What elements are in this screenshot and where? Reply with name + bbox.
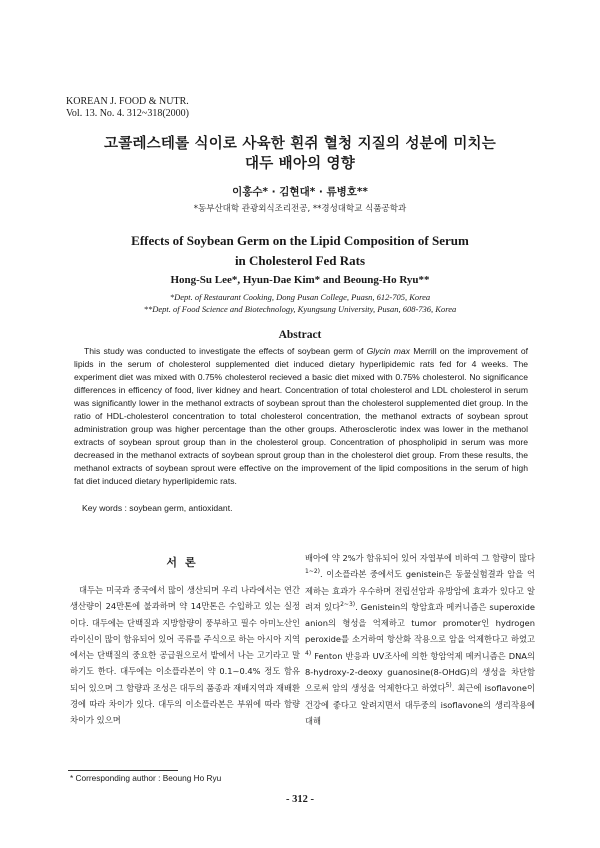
english-title: [40, 231, 560, 271]
intro-text-e: . 최근에 isoflavone이 건강에 좋다고 알려지면서 대두중의 isoflavone의 생리작용에 대해: [305, 683, 535, 726]
english-authors: Hong-Su Lee*, Hyun-Dae Kim* and Beoung-Ho Ryu**: [170, 274, 430, 286]
english-affiliation-2: **Dept. of Food Science and Biotechnology, Kyungsung University, Pusan, 608-736, Korea: [143, 304, 457, 314]
citation-ref: 2~3): [340, 601, 356, 609]
english-affiliation-1: *Dept. of Restaurant Cooking, Dong Pusan College, Puasn, 612-705, Korea: [169, 292, 431, 302]
journal-name: KOREAN J. FOOD & NUTR.: [66, 96, 189, 107]
intro-text-c: . Genistein의 항암효과 메커니즘은 superoxide anion의 형성을 억제하고 tumor promoter인 hydrogen peroxide를 소거하여 항산화 작용으로 암을 억제한다고 하였고: [305, 601, 536, 645]
intro-text-a: 배아에 약 2%가 함유되어 있어 자엽부에 비하여 그 함량이 많다: [305, 553, 535, 563]
english-title-line1: Effects of Soybean Germ on the Lipid Composition of Serum: [131, 233, 469, 248]
footnote-divider: [68, 770, 178, 771]
intro-text-d: Fenton 반응과 UV조사에 의한 항암억제 메커니즘은 DNA의 8-hydroxy-2-deoxy guanosine(8-OHdG)의 생성을 차단함으로써 암의 생성을 억제한다고 하였다: [305, 650, 535, 694]
korean-title-line2: 대두 배아의 영향: [245, 156, 355, 172]
korean-affiliation: *동부산대학 관광외식조리전공, **경성대학교 식품공학과: [193, 204, 407, 214]
corresponding-author-footnote: * Corresponding author : Beoung Ho Ryu: [70, 773, 222, 783]
introduction-left-column: 대두는 미국과 중국에서 많이 생산되며 우리 나라에서는 연간 생산량이 24만톤에 불과하며 약 14만톤은 수입하고 있는 실정이다. 대두에는 단백질과 지방함량이 풍부하고 필수 아미노산인 라이신이 많이 함유되어 있어 곡류를 주식으로 하는 아시아 지역에서는 단백질의 중요한 공급원으로서 밭에서 나는 고기라고 말하기도 한다. 대두에는 이소플라본이 약 0.1~0.4% 정도 함유되어 있으며 그 함량과 조성은 대두의 품종과 재배지역과 재배환경에 따라 차이가 있다. 대두의 이소플라본은 부위에 따라 함량 차이가 있으며: [70, 585, 300, 726]
introduction-right-column: [305, 550, 535, 729]
abstract-species: Glycin max: [366, 346, 410, 356]
journal-volume: Vol. 13. No. 4. 312~318(2000): [66, 108, 190, 119]
abstract-body: [74, 345, 528, 488]
keywords: Key words : soybean germ, antioxidant.: [82, 503, 233, 513]
introduction-heading: 서론: [166, 556, 204, 569]
korean-authors: 이홍수* · 김현대* · 류병호**: [232, 186, 368, 198]
abstract-text-1: This study was conducted to investigate the effects of soybean germ of: [84, 346, 367, 356]
korean-title: [40, 134, 560, 174]
abstract-heading: Abstract: [278, 329, 322, 341]
citation-ref: 5): [445, 682, 452, 690]
english-title-line2: in Cholesterol Fed Rats: [234, 253, 366, 268]
journal-citation: [66, 96, 189, 120]
abstract-text-2: Merrill on the improvement of lipids in the serum of cholesterol supplemented diet induced dietary hyperlipidemic rats fed for 4 weeks. The experiment diet was mixed with 0.75% cholesterol recieved a basic diet mixed with 0.75% cholesterol. No significance differences in efficency of food, liver kidney and heart. Concentration of total cholesterol and LDL cholesterol in serum was significantly lower in the methanol extracts of soybean sprout than the cholesterol supplemented diet group. In the ratio of HDL-cholesterol concentration to total cholesterol concentration, the methanol extracts of soybean sprout administration group was higher percentage than the other groups. Atherosclerotic index was lower in the methanol extracts of soybean sprout group than in the cholesterol group. Concentration of phospholipid in serum was more decreased in the methanol extracts of soybean sprout group than in the cholesterol diet group. From these results, the methanol extracts of soybean sprout were effective on the improvement of the lipid compositions in the serum of high fat diet induced dietary hyperlipidemic rats.: [74, 346, 528, 486]
citation-ref: 4): [305, 650, 312, 658]
citation-ref: 1~2): [305, 568, 321, 576]
korean-title-line1: 고콜레스테롤 식이로 사육한 흰쥐 혈청 지질의 성분에 미치는: [104, 136, 496, 152]
page-number: - 312 -: [286, 794, 314, 805]
intro-text-b: . 이소플라본 중에서도 genistein은 동물실험결과 암을 억제하는 효과가 우수하며 전립선암과 유방암에 효과가 있다고 알려져 있다: [305, 569, 535, 612]
